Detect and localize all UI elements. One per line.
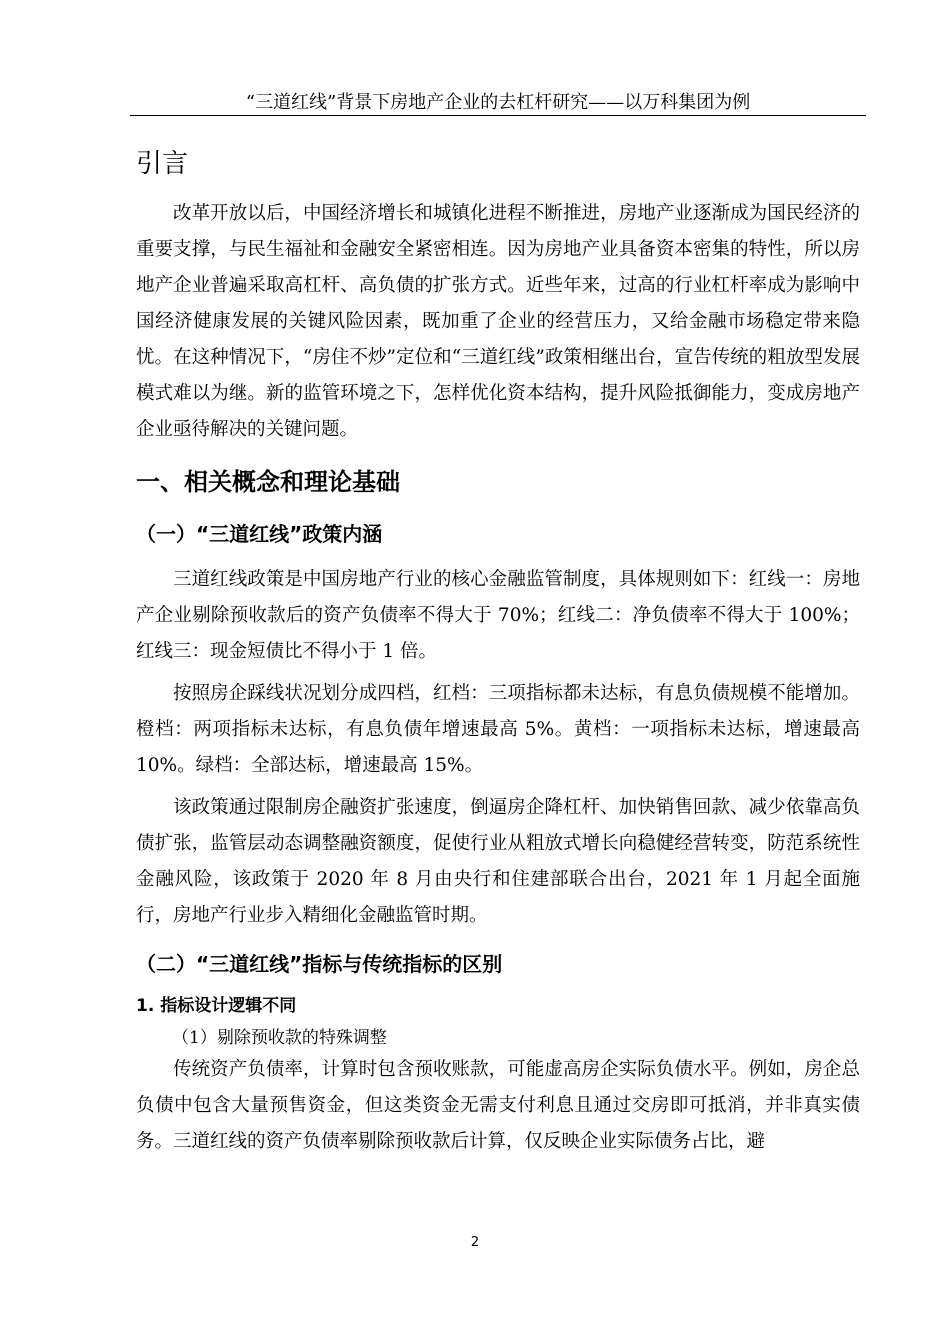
policy-paragraph-1: 三道红线政策是中国房地产行业的核心金融监管制度，具体规则如下：红线一：房地产企业剔除预收款后的资产负债率不得大于 70%；红线二：净负债率不得大于 100%；红线三：现金短债比不得小于 1 倍。: [136, 569, 860, 662]
point1-heading: 1. 指标设计逻辑不同: [136, 996, 297, 1016]
page-content: [136, 136, 860, 1160]
header-rule: [130, 115, 866, 116]
section1-sub2-heading: （二）“三道红线”指标与传统指标的区别: [136, 952, 503, 976]
point1-paragraph: 传统资产负债率，计算时包含预收账款，可能虚高房企实际负债水平。例如，房企总负债中包含大量预售资金，但这类资金无需支付利息且通过交房即可抵消，并非真实债务。三道红线的资产负债率剔除预收款后计算，仅反映企业实际债务占比，避: [136, 1059, 860, 1152]
section1-sub1-heading: （一）“三道红线”政策内涵: [136, 522, 383, 546]
policy-paragraph-2: 按照房企踩线状况划分成四档，红档：三项指标都未达标，有息负债规模不能增加。橙档：两项指标未达标，有息负债年增速最高 5%。黄档：一项指标未达标，增速最高 10%。绿档：全部达标，增速最高 15%。: [136, 683, 860, 776]
running-header: “三道红线”背景下房地产企业的去杠杆研究——以万科集团为例: [245, 92, 751, 113]
intro-heading: 引言: [136, 149, 189, 179]
point1-subpoint: （1）剔除预收款的特殊调整: [172, 1028, 387, 1048]
section1-heading: 一、相关概念和理论基础: [136, 468, 400, 496]
policy-paragraph-3: 该政策通过限制房企融资扩张速度，倒逼房企降杠杆、加快销售回款、减少依靠高负债扩张，监管层动态调整融资额度，促使行业从粗放式增长向稳健经营转变，防范系统性金融风险，该政策于 2020 年 8 月由央行和住建部联合出台，2021 年 1 月起全面施行，房地产行业步入精细化金融监管时期。: [136, 797, 860, 926]
page-number: 2: [470, 1235, 480, 1250]
intro-paragraph: 改革开放以后，中国经济增长和城镇化进程不断推进，房地产业逐渐成为国民经济的重要支撑，与民生福祉和金融安全紧密相连。因为房地产业具备资本密集的特性，所以房地产企业普遍采取高杠杆、高负债的扩张方式。近些年来，过高的行业杠杆率成为影响中国经济健康发展的关键风险因素，既加重了企业的经营压力，又给金融市场稳定带来隐忧。在这种情况下，“房住不炒”定位和“三道红线”政策相继出台，宣告传统的粗放型发展模式难以为继。新的监管环境之下，怎样优化资本结构，提升风险抵御能力，变成房地产企业亟待解决的关键问题。: [136, 203, 860, 440]
